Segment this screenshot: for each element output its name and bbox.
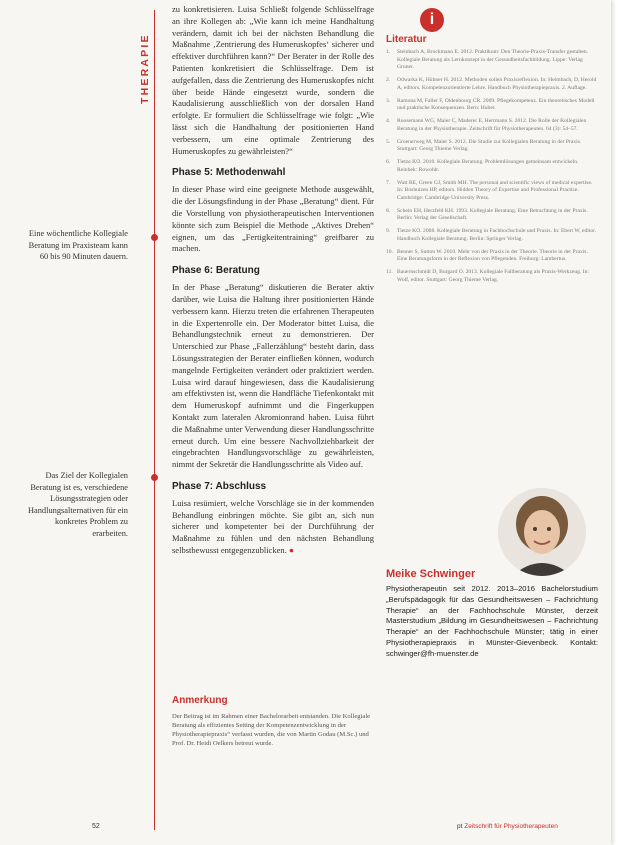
article-paragraph xyxy=(172,498,374,557)
literature-item xyxy=(386,249,598,264)
margin-note-marker xyxy=(151,234,158,241)
literature-item-text: Benner S, Sutton W. 2010. Mehr von der Praxis in der Theorie. Theorie in der Praxis. Eine Beratungsform in der Reflexion von Pflegenden. Freiburg: Lambertus. xyxy=(397,248,588,262)
literature-item xyxy=(386,77,598,92)
page-footer-label: pt xyxy=(457,823,463,830)
literature-item-number: 11. xyxy=(386,269,393,275)
literature-item-text: Tietze KO. 2010. Kollegiale Beratung. Problemlösungen gemeinsam entwickeln. Reinbek: Rowohlt. xyxy=(397,159,579,173)
margin-note-marker xyxy=(151,474,158,481)
author-portrait-icon xyxy=(498,488,586,576)
literature-item-text: Groenerweg M, Maier S. 2012. Die Studie zur Kollegialen Beratung in der Praxis. Stuttgart: Georg Thieme Verlag. xyxy=(397,138,582,152)
literature-item-text: Ramona M, Faller F, Oldenbourg CR. 2009. Pflegekompetenz. Ein theoretisches Modell und praktische Konsequenzen. Bern: Huber. xyxy=(397,97,595,111)
literature-item-text: Roosemann WG, Maier C, Maderer E, Herrmann S. 2012. Die Rolle der Kollegialen Beratung in der Physiotherapie. Zeitschrift für Physiotherapeuten. 64 (3): 54–57. xyxy=(397,118,587,132)
literature-item-number: 10. xyxy=(386,248,393,255)
literature-item-number: 2. xyxy=(386,77,391,83)
literature-item-text: Steinbach A, Brockmann E. 2012. Praktikum: Den Theorie-Praxis-Transfer gestalten. Kollegiale Beratung als Lernkonzept in der Gesundheitsfachbildung. Lippe: Verlag Gruner. xyxy=(397,49,589,70)
literature-column xyxy=(386,8,598,290)
literature-item-number: 9. xyxy=(386,228,391,234)
article-paragraph-text: Luisa resümiert, welche Vorschläge sie in der kommenden Behandlung einbringen möchte. Sie gibt an, sich nun sicherer und kompetenter bei der Durchführung der Maßnahme zu fühlen und den nächsten Behandlung selbstbewusst entgegenzublicken. xyxy=(172,497,374,556)
literature-item xyxy=(386,139,598,154)
main-article-column xyxy=(172,4,374,557)
literature-item xyxy=(386,269,598,284)
literature-item-number: 3. xyxy=(386,97,391,104)
literature-item xyxy=(386,118,598,133)
note-box xyxy=(172,695,374,748)
literature-item-text: Odwarka K, Hübner H. 2012. Methoden sollen Praxisreflexion. In: Heimbach, D, Herold A, editors. Kompetenzorientierte Lehre. Handbuch Physiotherapiepraxis. 2. Auflage. xyxy=(397,77,597,91)
literature-item-number: 7. xyxy=(386,179,391,186)
page-footer-right xyxy=(457,823,558,830)
end-mark: ● xyxy=(288,545,294,556)
article-paragraph: zu konkretisieren. Luisa Schließt folgende Schlüsselfrage an ihre Kollegen ab: „Wie kann ich meine Handhaltung verändern, damit ich bei der nächsten Behandlung die Maßnahme ‚Zentrierung des Humeruskopfes‘ sicherer und effektiver durchführen kann?“ Der Berater in der Rolle des Patienten konkretisiert die Schlüsselfrage. Dem ist aufgefallen, dass die Zentrierung des Humeruskopfes nicht über beide Hände eingesetzt wurde, sondern die Kaudalisierung ausschließlich von der dorsalen Hand erfolgte. Er formuliert die Schlüsselfrage wie folgt: „Wie lässt sich die Handhaltung der positionierten Hand verbessern, um eine optimale Zentrierung des Humeruskopfes zu gewährleisten?“ xyxy=(172,4,374,156)
literature-item-text: Schein EH, Herzfeld KH. 1993. Kollegiale Beratung. Eine Betrachtung in der Praxis. Berlin: Verlag der Gesellschaft. xyxy=(397,207,588,221)
literature-item-number: 1. xyxy=(386,49,391,55)
note-body: Der Beitrag ist im Rahmen einer Bachelorarbeit entstanden. Die Kollegiale Beratung als effizientes Setting der Kompetenzentwicklung in der Physiotherapiepraxis“ verfasst wurden, die von Martin Godau (M.Sc.) und Prof. Dr. Heidi Oelkers betreut wurde. xyxy=(172,713,371,747)
literature-item xyxy=(386,98,598,113)
literature-item xyxy=(386,180,598,203)
literature-item xyxy=(386,159,598,174)
article-paragraph: In dieser Phase wird eine geeignete Methode ausgewählt, die der Lösungsfindung in der Phase „Beratung“ dient. Für die Vorstellung von physiotherapeutischen Interventionen könnte sich zum Beispiel die Methode „Aktives Drehen“ eignen, um das „Fertigkeitentraining“ greifbarer zu machen. xyxy=(172,184,374,254)
literature-item xyxy=(386,208,598,223)
article-paragraph: In der Phase „Beratung“ diskutieren die Berater aktiv darüber, wie Luisa die Haltung ihrer positionierten Hände verbessern kann. Hierzu treten die erfahrenen Therapeuten in die Expertenrolle ein. Der Moderator bittet Luisa, die Behandlungstechnik erneut zu demonstrieren. Der Unterschied zur Phase „Fallerzählung“ besteht darin, dass Lösungsstrategien der Berater einfließen können, wodurch mangelnde Fertigkeiten verändert oder praktiziert werden. Luisa wird darauf hingewiesen, dass die Kaudalisierung am effektivsten ist, wenn die Handfläche Tiefenkontakt mit dem Humeruskopf aufnimmt und die Fingerkuppen Kontakt zum lateralen Akromionrand haben. Luisa führt die Maßnahme unter Verwendung dieser Handlungsschritte erneut durch. Um eine bessere Nachvollziehbarkeit der eingebrachten Handlungsvorschläge zu gewährleisten, nimmt der Sekretär die Handlungsschritte als Video auf. xyxy=(172,282,374,470)
literature-item xyxy=(386,49,598,72)
literature-item-number: 5. xyxy=(386,138,391,145)
author-name: Meike Schwinger xyxy=(386,568,476,580)
literature-item-number: 6. xyxy=(386,159,391,165)
literature-item-number: 4. xyxy=(386,118,391,124)
margin-note: Das Ziel der Kollegialen Beratung ist es, verschiedene Lösungsstrategien oder Handlungsalternativen für ein konkretes Problem zu erarbeiten. xyxy=(27,471,128,538)
author-box xyxy=(386,568,598,660)
column-divider-line xyxy=(154,10,155,830)
author-bio: Physiotherapeutin seit 2012. 2013–2016 Bachelorstudium „Berufspädagogik für das Gesundheitswesen – Fachrichtung Therapie“ an der Fachhochschule Münster, derzeit Masterstudium „Bildung im Gesundheitswesen – Fachrichtung Therapie“ an der Fachhochschule Münster; tätig in einer Physiotherapiepraxis in Münster-Gievenbeck. Kontakt: schwinger@fh-muenster.de xyxy=(386,584,598,658)
phase-heading: Phase 7: Abschluss xyxy=(172,480,267,492)
author-photo xyxy=(498,488,586,576)
literature-list xyxy=(386,49,598,284)
note-title: Anmerkung xyxy=(172,695,228,706)
info-icon: i xyxy=(420,8,444,32)
literature-item-text: Tietze KO. 2008. Kollegiale Beratung in Fachhochschule und Praxis. In: Ebert W, editor. Handbuch Kollegiale Beratung. Berlin: Springer Verlag. xyxy=(397,228,597,242)
literature-item-text: Bauernschmidt D, Burgard O. 2013. Kollegiale Fallberatung als Praxis-Werkzeug. In: Wolf, editor. Stuttgart: Georg Thieme Verlag. xyxy=(397,269,589,283)
literature-item-number: 8. xyxy=(386,207,391,214)
literature-item-text: Watt RE, Green GJ, Smith MH. The personal and scientific views of medical expertise. In: Boshuizen HP, editors. Hidden Theory of Expertise and Professional Practice. Cambridge: Cambridge University Press. xyxy=(397,179,593,201)
literature-item xyxy=(386,228,598,243)
margin-note: Eine wöchentliche Kollegiale Beratung im Praxisteam kann 60 bis 90 Minuten dauern. xyxy=(28,229,128,261)
journal-name: Zeitschrift für Physiotherapeuten xyxy=(464,823,558,830)
literature-title: Literatur xyxy=(386,34,427,45)
phase-heading: Phase 5: Methodenwahl xyxy=(172,167,286,179)
phase-heading: Phase 6: Beratung xyxy=(172,265,260,277)
page-number-left: 52 xyxy=(92,823,100,830)
section-tag: THERAPIE xyxy=(139,33,151,105)
margin-column xyxy=(0,0,140,845)
